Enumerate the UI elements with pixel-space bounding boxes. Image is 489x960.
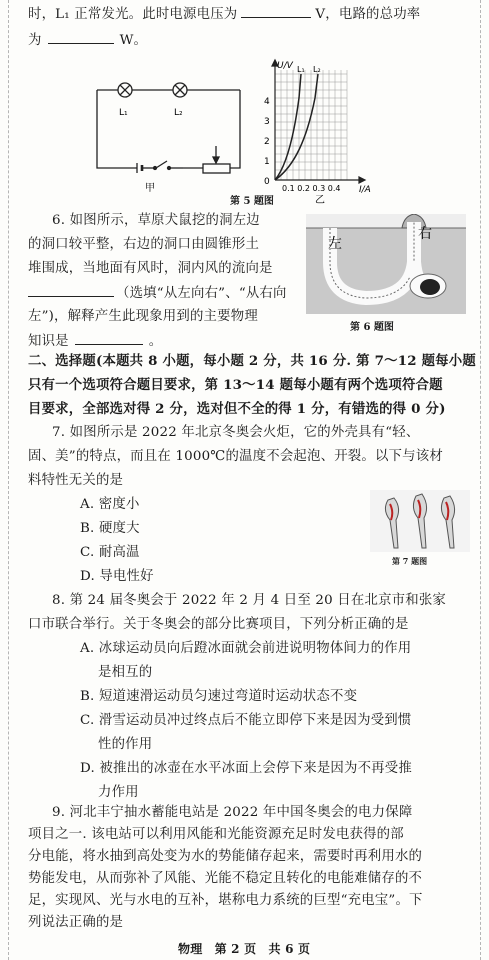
burrow-left-label: 左 [328,236,342,252]
q9-line-2: 项目之一. 该电站可以利用风能和光能资源充足时发电获得的部 [28,827,404,842]
q9-line-6: 列说法正确的是 [28,915,124,930]
section2-line-2: 只有一个选项符合题目要求，第 13～14 题每小题有两个选项符合题 [28,377,443,393]
burrow-figure [306,214,466,314]
q8-option-a-cont: 是相互的 [98,665,153,680]
q6-flow-blank[interactable] [28,284,114,297]
q5-line-1 [28,5,420,24]
graph-ytick-2: 2 [264,137,270,147]
q6-knowledge-blank[interactable] [75,332,143,345]
graph-curve-l2: L₂ [313,65,321,74]
q8-option-d[interactable]: D. 被推出的冰壶在水平冰面上会停下来是因为不再受推 [80,761,412,776]
q6-line-2: 的洞口较平整，右边的洞口由圆锥形土 [28,237,260,252]
q9-line-4: 势能发电，从而弥补了风能、光能不稳定且转化的电能难储存的不 [28,871,423,886]
q5-line-2 [28,31,147,50]
graph-yi-label: 乙 [315,195,325,206]
circuit-jia-label: 甲 [145,183,155,194]
q7-option-c[interactable]: C. 耐高温 [80,545,140,560]
page-footer: 物理 第 2 页 共 6 页 [178,942,311,956]
q6-text: 。 [148,334,163,349]
graph-ytick-4: 4 [264,97,270,107]
q5-text: 时，L₁ 正常发光。此时电源电压为 [28,7,238,22]
section2-line-3: 目要求，全部选对得 2 分，选对但不全的得 1 分，有错选的得 0 分) [28,401,446,417]
q8-line-2: 口市联合举行。关于冬奥会的部分比赛项目，下列分析正确的是 [28,617,409,632]
q7-option-b[interactable]: B. 硬度大 [80,521,140,536]
q6-line-6 [28,332,162,351]
q7-line-1: 7. 如图所示是 2022 年北京冬奥会火炬，它的外壳具有“轻、 [52,425,420,440]
q7-figure-caption: 第 7 题图 [392,556,428,566]
burrow-right-label: 右 [418,226,432,242]
q6-line-1: 6. 如图所示，草原犬鼠挖的洞左边 [52,213,260,228]
graph-y-label: U/V [277,61,293,71]
q8-option-d-cont: 力作用 [98,785,139,800]
q8-option-b[interactable]: B. 短道速滑运动员匀速过弯道时运动状态不变 [80,689,358,704]
circuit-diagram [85,68,255,198]
q5-text: W。 [119,33,148,48]
graph-curve-l1: L₁ [297,65,305,74]
q6-figure-caption: 第 6 题图 [350,322,394,333]
q5-figure-caption: 第 5 题图 [230,196,274,207]
q7-line-2: 固、美”的特点，而且在 1000℃的温度不会起泡、开裂。以下与该材 [28,449,443,464]
q8-option-a[interactable]: A. 冰球运动员向后蹬冰面就会前进说明物体间力的作用 [80,641,412,656]
q6-line-5: 左”)，解释产生此现象用到的主要物理 [28,309,258,324]
q5-power-blank[interactable] [48,31,114,44]
q5-voltage-blank[interactable] [241,5,311,18]
q6-line-3: 堆围成，当地面有风时，洞内风的流向是 [28,261,273,276]
left-margin-line [8,0,9,960]
q9-line-5: 足，实现风、光与水电的互补，堪称电力系统的巨型“充电宝”。下 [28,893,423,908]
q6-text: 知识是 [28,334,69,349]
q8-line-1: 8. 第 24 届冬奥会于 2022 年 2 月 4 日至 20 日在北京市和张家 [52,593,447,608]
q5-text: 为 [28,33,42,48]
right-margin-line [480,0,481,960]
circuit-l1-label: L₁ [119,108,128,118]
graph-ytick-0: 0 [264,177,270,187]
graph-ytick-1: 1 [264,157,270,167]
ui-graph [255,58,380,208]
circuit-l2-label: L₂ [174,108,183,118]
q6-text: （选填“从左向右”、“从右向 [116,286,287,301]
q7-option-a[interactable]: A. 密度小 [80,497,140,512]
q8-option-c-cont: 性的作用 [98,737,153,752]
q7-line-3: 料特性无关的是 [28,473,124,488]
q5-text: V，电路的总功率 [315,7,421,22]
q8-option-c[interactable]: C. 滑雪运动员冲过终点后不能立即停下来是因为受到惯 [80,713,412,728]
q7-option-d[interactable]: D. 导电性好 [80,569,154,584]
q9-line-3: 分电能，将水抽到高处变为水的势能储存起来，需要时再利用水的 [28,849,423,864]
graph-x-label: I/A [359,185,371,195]
q9-line-1: 9. 河北丰宁抽水蓄能电站是 2022 年中国冬奥会的电力保障 [52,805,413,820]
section2-line-1: 二、选择题(本题共 8 小题，每小题 2 分，共 16 分. 第 7～12 题每小题 [28,353,476,369]
graph-xticks: 0.1 0.2 0.3 0.4 [282,184,341,193]
graph-ytick-3: 3 [264,117,270,127]
torch-figure [370,490,470,552]
q6-line-4 [28,284,287,303]
